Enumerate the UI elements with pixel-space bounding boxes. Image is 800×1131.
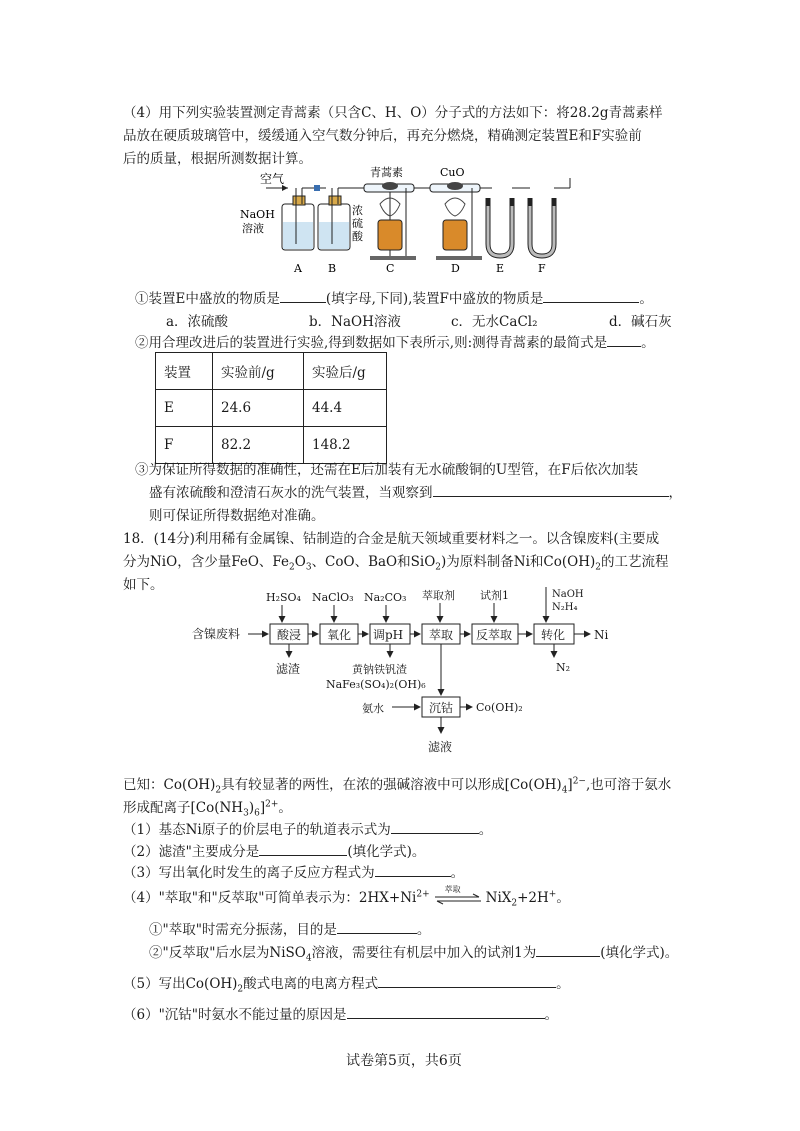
- step-oxidize: 氧化: [327, 628, 352, 642]
- q18-l2-sub: 3: [305, 562, 312, 573]
- known-text: ): [248, 800, 255, 816]
- ammonia-label: 氨水: [362, 702, 384, 715]
- qinghaosu-label: 青蒿素: [370, 166, 403, 179]
- reagent-h2so4: H₂SO₄: [266, 591, 301, 604]
- q18-l2-text: 、CoO、BaO和SiO: [311, 554, 436, 570]
- table-cell: 24.6: [213, 390, 304, 427]
- product-cooh2: Co(OH)₂: [476, 701, 523, 714]
- answer-blank-shake[interactable]: [337, 921, 417, 934]
- step-convert: 转化: [541, 628, 566, 642]
- p2-text: （2）滤渣"主要成分是: [123, 844, 260, 860]
- jarosite-formula: NaFe₃(SO₄)₂(OH)₆: [326, 678, 426, 691]
- answer-blank-residue[interactable]: [259, 843, 347, 856]
- p4s2-text: ②"反萃取"后水层为NiSO: [149, 945, 306, 961]
- label-a: A: [294, 262, 302, 275]
- known-sup: 2+: [265, 799, 279, 810]
- option-c: c．无水CaCl₂: [451, 314, 538, 330]
- q18-p4: [123, 884, 570, 909]
- option-b: b．NaOH溶液: [309, 314, 401, 330]
- step-extract: 萃取: [429, 628, 454, 642]
- table-cell: E: [156, 390, 213, 427]
- known-text: ,也可溶于氨水: [585, 777, 672, 793]
- q18-p4-s1: [149, 918, 430, 938]
- equilibrium-arrow-icon: [433, 892, 483, 906]
- q18-l2-text: 分为NiO，含少量FeO、Fe: [123, 554, 290, 570]
- q18-p6: [123, 1003, 558, 1023]
- q18-line-3: 如下。: [123, 577, 164, 593]
- q4-sub1-c: 。: [639, 291, 653, 307]
- reagent-na2co3: Na₂CO₃: [364, 591, 407, 604]
- q4-line-2: 品放在硬质玻璃管中，缓缓通入空气数分钟后，再充分燃烧，精确测定装置E和F实验前: [123, 128, 642, 144]
- q4-sub3-l2a: 盛有浓硫酸和澄清石灰水的洗气装置，当观察到: [149, 485, 433, 501]
- known-text: ]: [567, 777, 573, 793]
- p3-end: 。: [450, 865, 465, 881]
- q18-line-1: 18．(14分)利用稀有金属镍、钴制造的合金是航天领域重要材料之一。以含镍废料(主要成: [123, 531, 660, 547]
- p6-text: （6）"沉钴"时氨水不能过量的原因是: [123, 1007, 347, 1023]
- answer-blank-formula[interactable]: [607, 334, 641, 347]
- q4-sub1: [135, 287, 653, 307]
- known-line-2: [123, 796, 292, 819]
- product-ni: Ni: [594, 628, 609, 642]
- label-c: C: [386, 262, 395, 275]
- residue-label: 滤渣: [276, 662, 301, 676]
- p4-text: 。: [556, 890, 570, 906]
- q4-sub3-line3: 则可保证所得数据绝对准确。: [149, 508, 325, 524]
- reagent-extractant: 萃取剂: [422, 589, 455, 602]
- p4s2-text: 溶液，需要往有机层中加入的试剂1为: [311, 945, 537, 961]
- q18-l2-text: O: [294, 554, 306, 570]
- filtrate-label: 滤液: [428, 740, 453, 754]
- table-header: 实验后/g: [304, 353, 387, 390]
- data-table: [155, 352, 387, 464]
- option-a: a．浓硫酸: [166, 314, 229, 330]
- known-text: ]: [259, 800, 266, 816]
- known-sub: 2: [215, 785, 222, 796]
- q4-sub3-line1: ③为保证所得数据的准确性，还需在E后加装有无水硫酸铜的U型管，在F后依次加装: [135, 462, 639, 478]
- p6-end: 。: [544, 1007, 559, 1023]
- q4-sub1-a: ①装置E中盛放的物质是: [135, 291, 280, 307]
- option-d: d．碱石灰: [609, 314, 672, 330]
- answer-blank-f[interactable]: [543, 290, 639, 303]
- known-text: 形成配离子[Co(NH: [123, 800, 244, 816]
- q4-sub3-l2b: ，: [668, 485, 682, 501]
- label-d: D: [451, 262, 460, 275]
- table-cell: 82.2: [213, 427, 304, 464]
- reagent-1: 试剂1: [480, 589, 509, 602]
- arrow-label: 萃取: [444, 884, 461, 894]
- equilibrium-arrow: [433, 884, 483, 906]
- known-text: 。: [278, 800, 292, 816]
- step-adjust-ph: 调pH: [373, 628, 404, 642]
- known-sub: 6: [254, 808, 260, 819]
- table-cell: 44.4: [304, 390, 387, 427]
- label-b: B: [328, 262, 337, 275]
- acid-label-1: 浓: [352, 204, 363, 217]
- p1-end: 。: [478, 822, 493, 838]
- q18-l2-text: 的工艺流程: [600, 554, 669, 570]
- label-e: E: [496, 262, 505, 275]
- p4-text: （4）"萃取"和"反萃取"可简单表示为：2HX+Ni: [123, 890, 417, 906]
- table-cell: 148.2: [304, 427, 387, 464]
- q18-p5: [123, 972, 570, 995]
- answer-blank-ammonia[interactable]: [347, 1006, 545, 1019]
- answer-blank-ionization[interactable]: [378, 975, 556, 988]
- process-flow-chart: [190, 585, 620, 757]
- product-n2: N₂: [556, 661, 571, 674]
- q18-p1: [123, 818, 492, 838]
- acid-label-3: 酸: [352, 230, 363, 243]
- known-sub: 4: [561, 785, 568, 796]
- acid-label-2: 硫: [352, 217, 363, 230]
- table-header-row: [156, 353, 387, 390]
- p4-sup: +: [548, 889, 557, 900]
- q4-line-3: 后的质量，根据所测数据计算。: [123, 151, 312, 167]
- page-footer: 试卷第5页，共6页: [346, 1053, 462, 1069]
- q4-sub2-b: 。: [641, 335, 655, 351]
- p4s2-sub: 4: [305, 953, 312, 964]
- q18-line-2: [123, 550, 669, 573]
- naoh-label-1: NaOH: [240, 208, 275, 221]
- q18-p4-s2: [149, 941, 679, 964]
- q4-sub3-line2: [149, 481, 682, 501]
- p2-end: (填化学式)。: [347, 844, 426, 860]
- reagent-n2h4: N₂H₄: [552, 602, 578, 613]
- p4s1-end: 。: [416, 922, 431, 938]
- step-acid-leach: 酸浸: [277, 628, 302, 642]
- p5-end: 。: [556, 976, 570, 992]
- cuo-label: CuO: [440, 166, 465, 179]
- q4-sub1-b: (填字母,下同),装置F中盛放的物质是: [325, 291, 544, 307]
- answer-blank-ionic[interactable]: [375, 864, 451, 877]
- q18-p3: [123, 861, 464, 881]
- table-header: 装置: [156, 353, 213, 390]
- label-f: F: [538, 262, 546, 275]
- apparatus-diagram: [230, 164, 590, 276]
- q4-sub2-a: ②用合理改进后的装置进行实验,得到数据如下表所示,则:测得青蒿素的最简式是: [135, 335, 608, 351]
- air-label: 空气: [260, 172, 285, 186]
- q4-line-1: （4）用下列实验装置测定青蒿素（只含C、H、O）分子式的方法如下：将28.2g青蒿素样: [123, 105, 663, 121]
- p1-text: （1）基态Ni原子的价层电子的轨道表示式为: [123, 822, 391, 838]
- answer-blank-orbital[interactable]: [391, 821, 479, 834]
- known-text: 具有较显著的两性，在浓的强碱溶液中可以形成[Co(OH): [221, 777, 562, 793]
- table-row: [156, 390, 387, 427]
- p5-sub: 2: [237, 984, 244, 995]
- q18-l2-sub: 2: [289, 562, 295, 573]
- q18-l2-text: )为原料制备Ni和Co(OH): [441, 554, 596, 570]
- feed-label: 含镍废料: [192, 627, 241, 641]
- known-sub: 3: [243, 808, 249, 819]
- p4s1-text: ①"萃取"时需充分振荡，目的是: [149, 922, 337, 938]
- answer-blank-e[interactable]: [280, 290, 326, 303]
- q18-l2-sub: 2: [595, 562, 601, 573]
- answer-blank-observe[interactable]: [433, 484, 669, 497]
- table-cell: F: [156, 427, 213, 464]
- table-header: 实验前/g: [213, 353, 304, 390]
- p5-text: （5）写出Co(OH): [123, 976, 238, 992]
- reagent-naoh: NaOH: [552, 589, 584, 600]
- p5-text: 酸式电离的电离方程式: [243, 976, 379, 992]
- p4-sup: 2+: [416, 889, 430, 900]
- answer-blank-reagent1[interactable]: [536, 944, 600, 957]
- p4-sub: 2: [511, 898, 518, 909]
- p3-text: （3）写出氧化时发生的离子反应方程式为: [123, 865, 375, 881]
- reagent-naclo3: NaClO₃: [312, 591, 354, 604]
- step-precipitate-cobalt: 沉钴: [429, 701, 454, 715]
- known-sup: 2−: [572, 776, 586, 787]
- p4s2-end: (填化学式)。: [600, 945, 679, 961]
- known-line-1: [123, 773, 672, 796]
- jarosite-label: 黄钠铁钒渣: [352, 663, 407, 676]
- p4-text: NiX: [485, 890, 512, 906]
- naoh-label-2: 溶液: [242, 222, 264, 235]
- q18-l2-sub: 2: [435, 562, 441, 573]
- step-back-extract: 反萃取: [476, 628, 513, 642]
- known-text: 已知：Co(OH): [123, 777, 216, 793]
- q18-p2: [123, 840, 425, 860]
- q4-sub2: [135, 331, 655, 351]
- p4-text: +2H: [517, 890, 549, 906]
